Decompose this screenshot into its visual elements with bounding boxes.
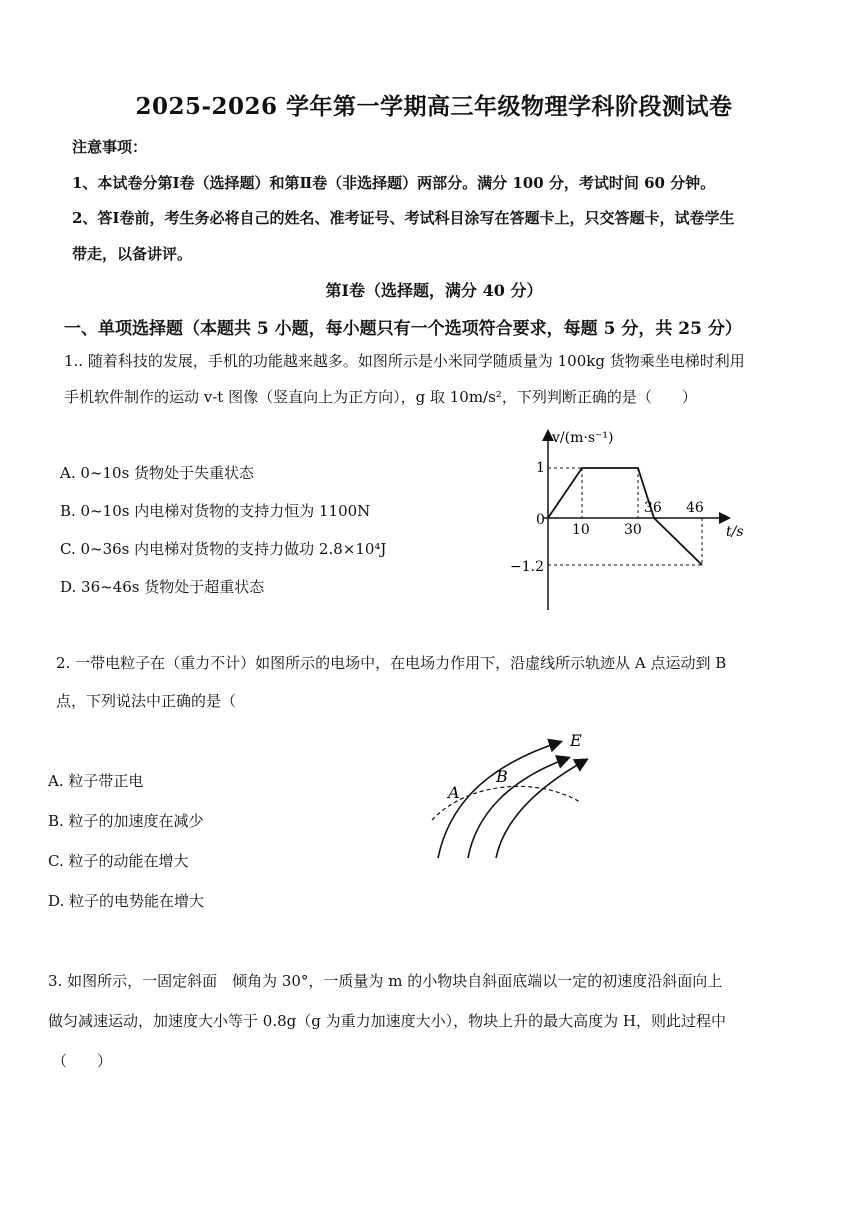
- q2-option-a: A. 粒子带正电: [48, 772, 144, 790]
- y-tick-1: 1: [536, 460, 545, 476]
- field-line-3: [496, 760, 586, 858]
- q2-option-d: D. 粒子的电势能在增大: [48, 892, 205, 910]
- label-e: E: [570, 731, 582, 750]
- notes-heading: 注意事项：: [72, 138, 148, 156]
- q1-option-b: B. 0~10s 内电梯对货物的支持力恒为 1100N: [60, 502, 371, 520]
- notes-item-2-line-1: 2、答Ⅰ卷前，考生务必将自己的姓名、准考证号、考试科目涂写在答题卡上，只交答题卡，试卷学生: [72, 209, 735, 227]
- q3-stem-line-1: 3. 如图所示，一固定斜面 倾角为 30°，一质量为 m 的小物块自斜面底端以一定的初速度沿斜面向上: [48, 972, 723, 990]
- part-1-heading: 第Ⅰ卷（选择题，满分 40 分）: [325, 281, 543, 300]
- x-tick-30: 30: [624, 522, 642, 538]
- vt-graph: [500, 420, 760, 620]
- q1-option-d: D. 36~46s 货物处于超重状态: [60, 578, 265, 596]
- q1-option-c: C. 0~36s 内电梯对货物的支持力做功 2.8×10⁴J: [60, 540, 387, 558]
- label-a: A: [448, 783, 460, 802]
- origin-label: 0: [536, 512, 545, 528]
- q3-stem-line-2: 做匀减速运动，加速度大小等于 0.8g（g 为重力加速度大小），物块上升的最大高度为 H，则此过程中: [48, 1012, 726, 1030]
- notes-item-2-line-2: 带走，以备讲评。: [72, 245, 193, 263]
- q2-stem-line-1: 2. 一带电粒子在（重力不计）如图所示的电场中，在电场力作用下，沿虚线所示轨迹从 A 点运动到 B: [56, 654, 727, 672]
- v-axis-label: v/(m·s⁻¹): [552, 430, 614, 446]
- q1-stem-line-2: 手机软件制作的运动 v-t 图像（竖直向上为正方向），g 取 10m/s²，下列判断正确的是（ ）: [64, 388, 697, 406]
- q2-option-c: C. 粒子的动能在增大: [48, 852, 189, 870]
- q2-option-b: B. 粒子的加速度在减少: [48, 812, 204, 830]
- q1-option-a: A. 0~10s 货物处于失重状态: [60, 464, 255, 482]
- section-1-heading: 一、单项选择题（本题共 5 小题，每小题只有一个选项符合要求，每题 5 分，共 25 分）: [64, 319, 742, 339]
- q2-stem-line-2: 点，下列说法中正确的是（: [56, 692, 237, 710]
- y-tick-neg-1-2: −1.2: [510, 559, 544, 575]
- label-b: B: [496, 767, 508, 786]
- field-line-2: [468, 758, 568, 858]
- t-axis-label: t/s: [726, 524, 744, 540]
- q1-stem-line-1: 1.. 随着科技的发展，手机的功能越来越多。如图所示是小米同学随质量为 100kg 货物乘坐电梯时利用: [64, 352, 745, 370]
- q3-stem-line-3: （ ）: [52, 1052, 113, 1070]
- x-tick-10: 10: [572, 522, 590, 538]
- x-tick-36: 36: [644, 500, 662, 516]
- electric-field-figure: [420, 720, 600, 870]
- exam-title: 2025-2026 学年第一学期高三年级物理学科阶段测试卷: [135, 93, 733, 120]
- vt-curve: [548, 468, 702, 565]
- notes-item-1: 1、本试卷分第Ⅰ卷（选择题）和第Ⅱ卷（非选择题）两部分。满分 100 分，考试时间 60 分钟。: [72, 174, 716, 192]
- x-tick-46: 46: [686, 500, 704, 516]
